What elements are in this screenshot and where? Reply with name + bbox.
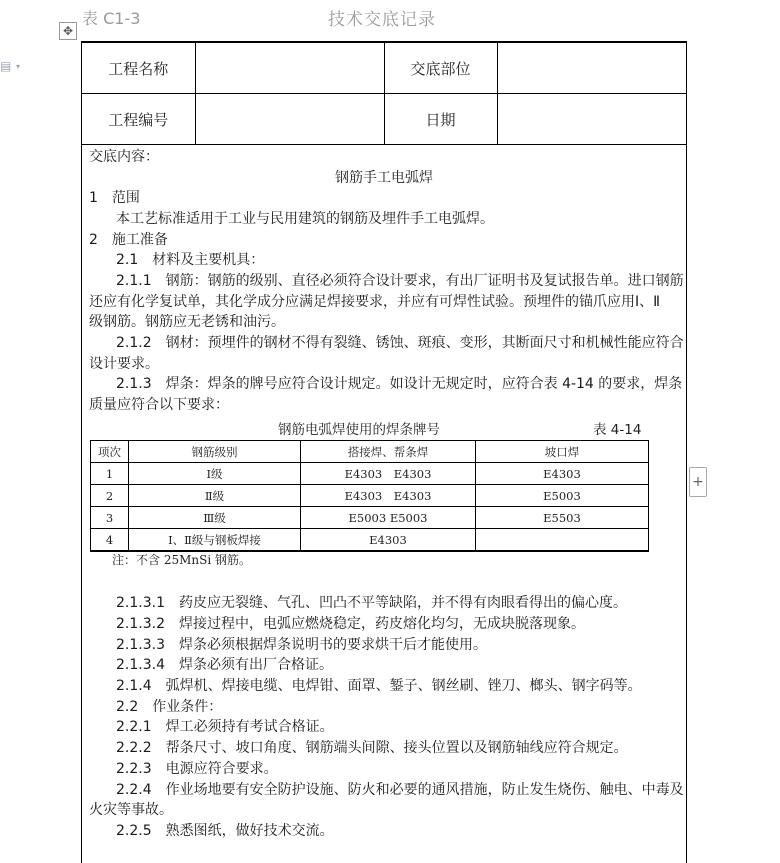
table-row	[91, 529, 649, 552]
table-cell: Ⅲ级	[129, 507, 301, 529]
paragraph-line: 2.2.1 焊工必须持有考试合格证。	[116, 719, 334, 735]
column-header: 项次	[91, 441, 129, 463]
table-cell: E5003 E5003	[301, 507, 476, 529]
paragraph-line: 2.1.1 钢筋：钢筋的级别、直径必须符合设计要求，有出厂证明书及复试报告单。进口钢筋	[116, 273, 684, 289]
chevron-down-icon[interactable]: ▾	[16, 62, 21, 71]
page-title: 技术交底记录	[328, 10, 436, 30]
table-number: 表 4-14	[593, 422, 642, 438]
paragraph-line: 级钢筋。钢筋应无老锈和油污。	[89, 314, 285, 330]
table-cell: 3	[91, 507, 129, 529]
table-cell: 2	[91, 485, 129, 507]
table-cell: Ⅰ、Ⅱ级与钢板焊接	[129, 529, 301, 552]
document-title: 钢筋手工电弧焊	[335, 170, 433, 186]
section-heading: 1 范围	[89, 190, 140, 206]
table-row	[91, 463, 649, 485]
paragraph-line: 设计要求。	[89, 356, 159, 372]
table-cell: E4303	[476, 463, 649, 485]
date-label: 日期	[384, 94, 497, 145]
paragraph-line: 2.2.3 电源应符合要求。	[116, 761, 278, 777]
column-header: 坡口焊	[476, 441, 649, 463]
table-cell: E5003	[476, 485, 649, 507]
table-cell: 4	[91, 529, 129, 552]
table-header-row	[91, 441, 649, 463]
info-table	[82, 43, 686, 145]
table-move-handle-icon[interactable]: ✥	[59, 22, 77, 40]
table-cell: E4303 E4303	[301, 485, 476, 507]
paragraph-line: 2.2.2 帮条尺寸、坡口角度、钢筋端头间隙、接头位置以及钢筋轴线应符合规定。	[116, 740, 628, 756]
paragraph-line: 2.1.2 钢材：预埋件的钢材不得有裂缝、锈蚀、斑痕、变形，其断面尺寸和机械性能应符合	[116, 335, 684, 351]
column-header: 搭接焊、帮条焊	[301, 441, 476, 463]
table-caption: 钢筋电弧焊使用的焊条牌号	[278, 422, 440, 438]
paragraph-line: 2.2.5 熟悉图纸，做好技术交流。	[116, 823, 334, 839]
table-cell: E4303	[301, 529, 476, 552]
project-name-field[interactable]	[195, 43, 384, 94]
paragraph: 本工艺标准适用于工业与民用建筑的钢筋及埋件手工电弧焊。	[116, 211, 494, 227]
add-column-button[interactable]: +	[689, 467, 707, 497]
table-note: 注：不含 25MnSi 钢筋。	[112, 553, 251, 567]
table-cell: E4303 E4303	[301, 463, 476, 485]
table-cell: 1	[91, 463, 129, 485]
table-row	[91, 507, 649, 529]
location-label: 交底部位	[384, 43, 497, 94]
paragraph-line: 2.1.3.3 焊条必须根据焊条说明书的要求烘干后才能使用。	[116, 637, 487, 653]
project-number-field[interactable]	[195, 94, 384, 145]
paragraph-line: 还应有化学复试单，其化学成分应满足焊接要求，并应有可焊性试验。预埋件的锚爪应用Ⅰ、Ⅱ	[89, 294, 661, 310]
table-cell: Ⅰ级	[129, 463, 301, 485]
project-number-label: 工程编号	[82, 94, 195, 145]
table-cell: E5503	[476, 507, 649, 529]
section-heading: 2 施工准备	[89, 232, 168, 248]
paragraph-line: 2.1.3 焊条：焊条的牌号应符合设计规定。如设计无规定时，应符合表 4-14 的要求，焊条	[116, 376, 683, 392]
project-name-label: 工程名称	[82, 43, 195, 94]
location-field[interactable]	[497, 43, 686, 94]
paragraph-line: 火灾等事故。	[89, 802, 173, 818]
form-number: 表 C1-3	[82, 9, 141, 28]
paragraph-line: 2.1.3.4 焊条必须有出厂合格证。	[116, 657, 333, 673]
content-label: 交底内容：	[89, 149, 159, 165]
paragraph-line: 2.1.3.2 焊接过程中，电弧应燃烧稳定，药皮熔化均匀，无成块脱落现象。	[116, 616, 585, 632]
table-row	[91, 485, 649, 507]
column-header: 钢筋级别	[129, 441, 301, 463]
subsection-heading: 2.1 材料及主要机具：	[116, 252, 265, 268]
document-icon[interactable]: ▤	[0, 59, 12, 73]
subsection-heading: 2.2 作业条件：	[116, 699, 223, 715]
date-field[interactable]	[497, 94, 686, 145]
table-cell: Ⅱ级	[129, 485, 301, 507]
paragraph-line: 2.1.3.1 药皮应无裂缝、气孔、凹凸不平等缺陷，并不得有肉眼看得出的偏心度。	[116, 595, 627, 611]
electrode-table	[90, 440, 649, 552]
table-cell	[476, 529, 649, 552]
paragraph-line: 2.2.4 作业场地要有安全防护设施、防火和必要的通风措施，防止发生烧伤、触电、中毒及	[116, 782, 684, 798]
record-form	[81, 41, 687, 863]
paragraph-line: 2.1.4 弧焊机、焊接电缆、电焊钳、面罩、錾子、钢丝刷、锉刀、榔头、钢字码等。	[116, 678, 642, 694]
paragraph-line: 质量应符合以下要求：	[89, 397, 229, 413]
